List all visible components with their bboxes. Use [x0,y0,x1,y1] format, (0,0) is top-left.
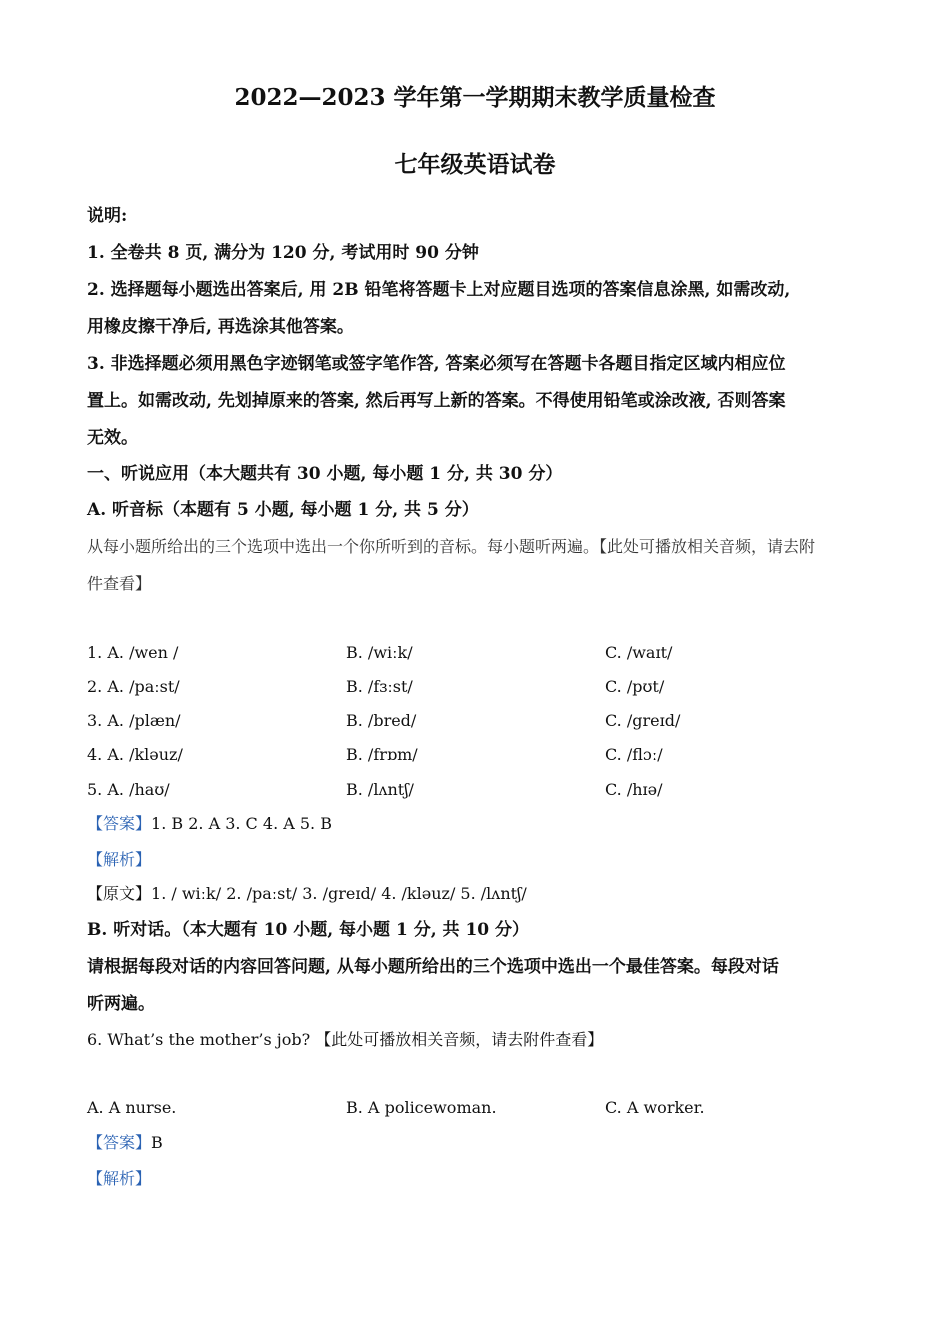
q6-option-b: B. A policewoman. [346,1098,497,1117]
note-1: 1. 全卷共 8 页, 满分为 120 分, 考试用时 90 分钟 [87,243,479,263]
q4-option-a: 4. A. /kləuz/ [87,745,183,764]
q6-option-c: C. A worker. [605,1098,705,1117]
q1-option-a: 1. A. /wen / [87,643,179,662]
q5-option-a: 5. A. /haʊ/ [87,780,170,799]
answer-label: 【答案】 [87,814,152,833]
q3-option-a: 3. A. /plæn/ [87,711,181,730]
section-a-instruction-line1: 从每小题所给出的三个选项中选出一个你所听到的音标。每小题听两遍。【此处可播放相关音频，请去附 [87,537,816,556]
section-b-instruction-line2: 听两遍。 [87,994,155,1014]
section-b-analysis-label: 【解析】 [87,1169,152,1188]
q2-option-b: B. /fɜːst/ [346,677,413,696]
q5-option-c: C. /hɪə/ [605,780,663,799]
q6-option-a: A. A nurse. [87,1098,177,1117]
note-3-line3: 无效。 [87,428,138,448]
section-b-instruction-line1: 请根据每段对话的内容回答问题, 从每小题所给出的三个选项中选出一个最佳答案。每段对话 [87,957,779,977]
section-a-instruction-line2: 件查看】 [87,574,152,593]
q2-option-c: C. /pʊt/ [605,677,665,696]
q1-option-b: B. /wiːk/ [346,643,413,662]
section-b-heading: B. 听对话。（本大题有 10 小题, 每小题 1 分, 共 10 分） [87,920,530,940]
q3-option-c: C. /greɪd/ [605,711,681,730]
section-a-answer [87,813,332,835]
section-a-analysis-label: 【解析】 [87,850,152,869]
notes-heading: 说明: [87,206,128,226]
section-b-answer [87,1132,163,1154]
original-label: 【原文】 [87,884,152,903]
answer-text: 1. B 2. A 3. C 4. A 5. B [151,814,332,833]
q2-option-a: 2. A. /paːst/ [87,677,180,696]
q1-option-c: C. /waɪt/ [605,643,673,662]
q3-option-b: B. /bred/ [346,711,417,730]
section-a-original [87,883,527,905]
note-3-line1: 3. 非选择题必须用黑色字迹钢笔或签字笔作答, 答案必须写在答题卡各题目指定区域内相应位 [87,354,786,374]
q4-option-b: B. /frɒm/ [346,745,418,764]
note-3-line2: 置上。如需改动, 先划掉原来的答案, 然后再写上新的答案。不得使用铅笔或涂改液, 否则答案 [87,391,786,411]
section-a-heading: A. 听音标（本题有 5 小题, 每小题 1 分, 共 5 分） [87,500,479,520]
page-subtitle: 七年级英语试卷 [394,151,556,178]
note-2-line1: 2. 选择题每小题选出答案后, 用 2B 铅笔将答题卡上对应题目选项的答案信息涂黑, 如需改动, [87,280,791,300]
note-2-line2: 用橡皮擦干净后, 再选涂其他答案。 [87,317,354,337]
answer-text: B [151,1133,163,1152]
question-6: 6. What’s the mother’s job? 【此处可播放相关音频，请去附件查看】 [87,1030,604,1049]
original-text: 1. / wiːk/ 2. /paːst/ 3. /greɪd/ 4. /kləuz/ 5. /lʌntʃ/ [151,884,527,903]
q4-option-c: C. /flɔː/ [605,745,663,764]
answer-label: 【答案】 [87,1133,152,1152]
part1-heading: 一、听说应用（本大题共有 30 小题, 每小题 1 分, 共 30 分） [87,464,563,484]
q5-option-b: B. /lʌntʃ/ [346,780,414,799]
page-title: 2022—2023 学年第一学期期末教学质量检查 [234,84,716,111]
